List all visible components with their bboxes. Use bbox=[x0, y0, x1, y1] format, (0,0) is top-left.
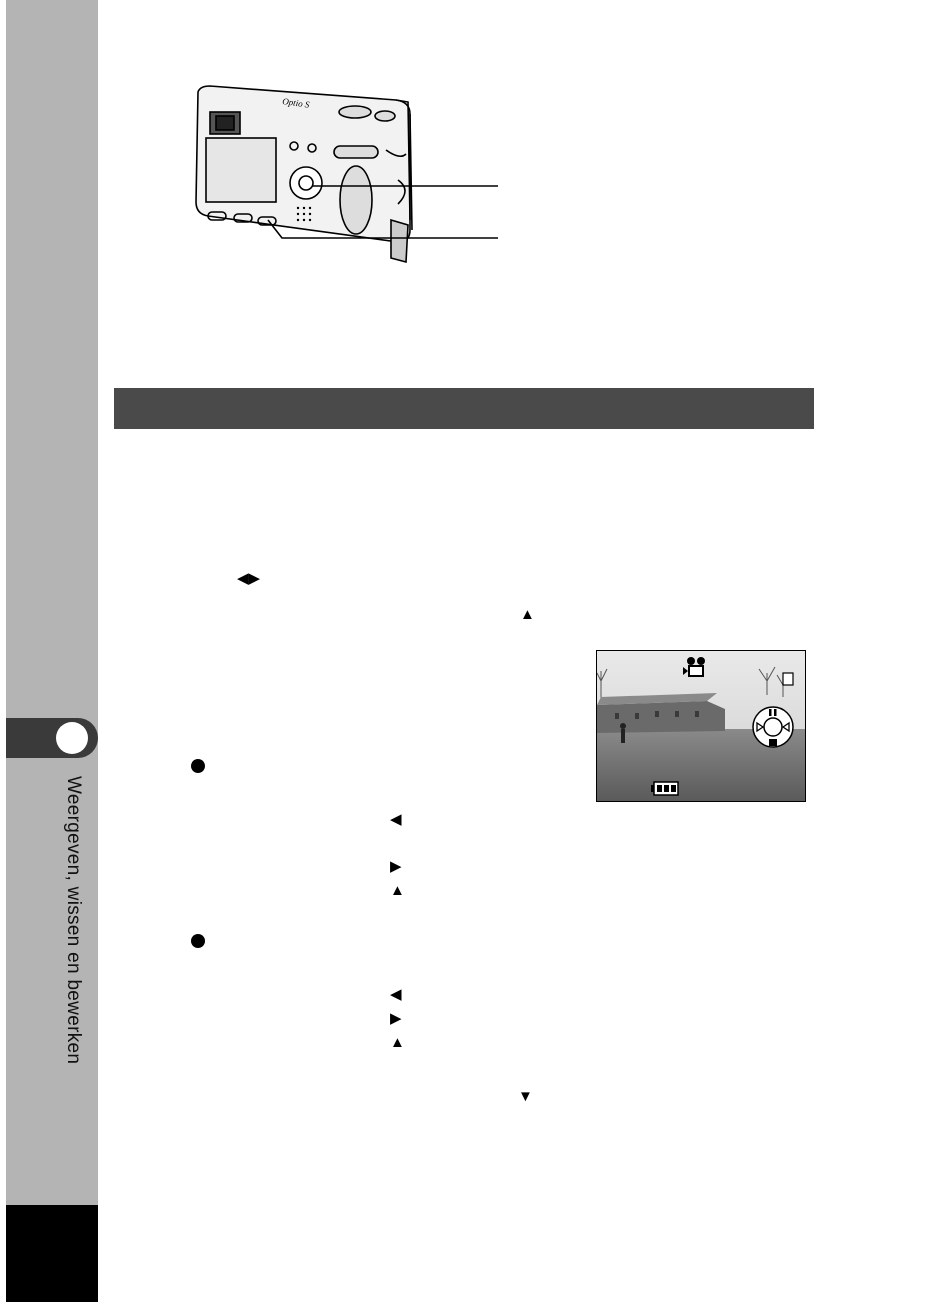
battery-icon bbox=[651, 782, 678, 795]
camera-drawing bbox=[186, 80, 506, 270]
up-arrow-icon: ▲ bbox=[390, 1034, 405, 1051]
chapter-tab bbox=[6, 0, 98, 1302]
down-arrow-icon: ▼ bbox=[518, 1088, 533, 1105]
four-way-controller-icon bbox=[753, 707, 793, 747]
camera-model-text: Optio S bbox=[281, 96, 311, 110]
chapter-number-circle bbox=[56, 722, 88, 754]
right-arrow-icon: ▶ bbox=[390, 1010, 402, 1027]
camera-illustration bbox=[186, 80, 506, 270]
up-arrow-icon: ▲ bbox=[520, 606, 535, 623]
lcd-scene bbox=[597, 651, 805, 801]
left-arrow-icon: ◀ bbox=[390, 811, 402, 828]
section-header-bar bbox=[114, 388, 814, 429]
bullet-icon bbox=[191, 934, 205, 948]
chapter-title-text: Weergeven, wissen en bewerken bbox=[63, 776, 84, 1065]
chapter-title bbox=[46, 776, 86, 1106]
memory-card-icon bbox=[783, 673, 793, 685]
left-right-arrow-icon: ◀▶ bbox=[237, 570, 261, 587]
page-number-block bbox=[6, 1205, 98, 1302]
bullet-icon bbox=[191, 759, 205, 773]
right-arrow-icon: ▶ bbox=[390, 858, 402, 875]
left-arrow-icon: ◀ bbox=[390, 986, 402, 1003]
lcd-movie-playback-screen bbox=[596, 650, 806, 802]
up-arrow-icon: ▲ bbox=[390, 882, 405, 899]
